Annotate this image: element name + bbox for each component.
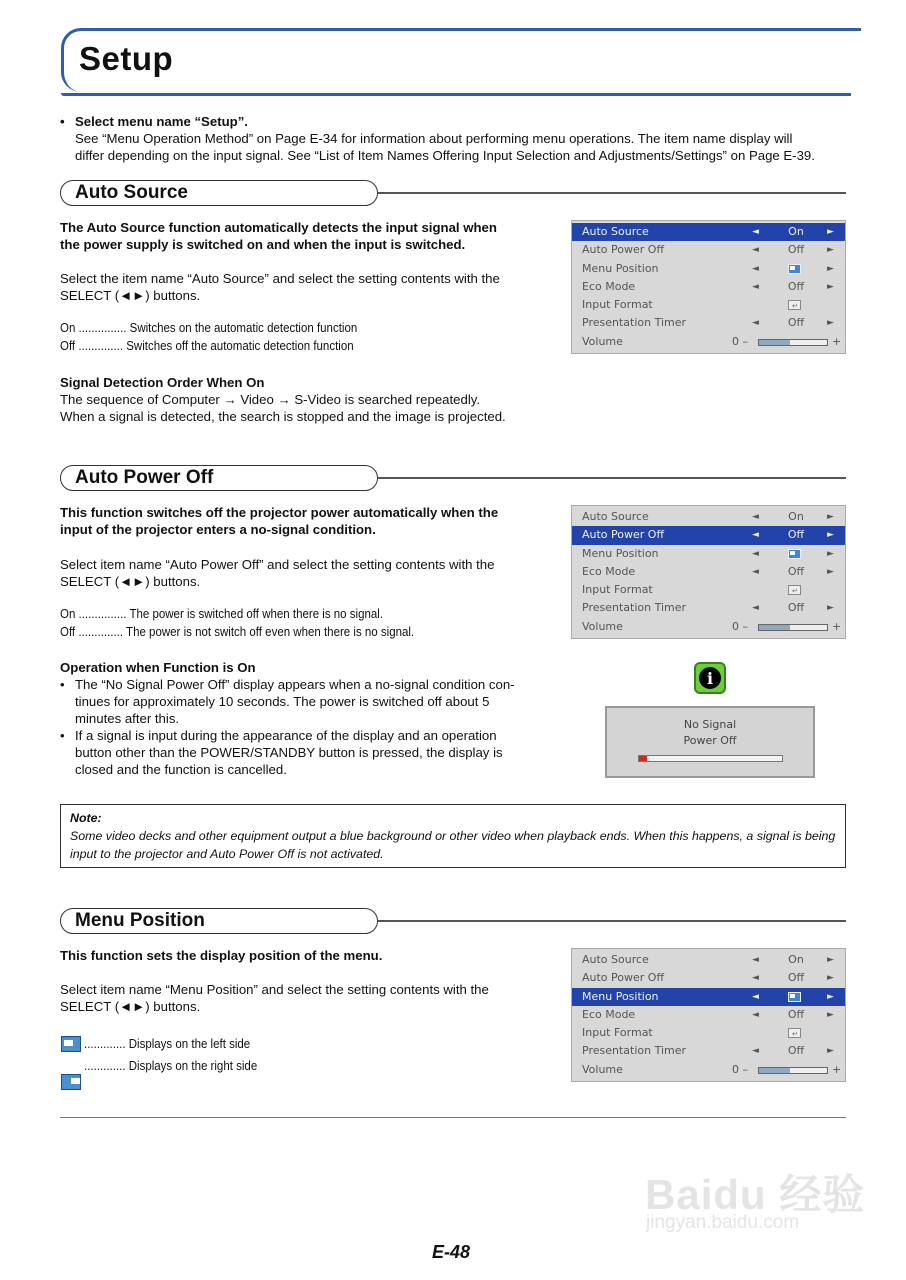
volume-slider[interactable] bbox=[758, 1067, 828, 1074]
menu-row-value: Off bbox=[787, 316, 805, 330]
menu-row-label: Auto Power Off bbox=[582, 528, 665, 542]
arrow-right-icon[interactable]: ► bbox=[827, 1009, 834, 1020]
volume-min-label: 0 – bbox=[732, 334, 748, 348]
menu-row-auto-source[interactable] bbox=[572, 223, 845, 241]
no-signal-text: No Signal bbox=[683, 718, 737, 731]
menu-row-label: Presentation Timer bbox=[582, 316, 687, 330]
menu-row-label: Volume bbox=[582, 619, 623, 633]
auto-source-option-on: On ............... Switches on the automatic detection function bbox=[60, 321, 358, 335]
menu-row-volume[interactable] bbox=[572, 333, 845, 351]
menu-row-menu-position[interactable] bbox=[572, 545, 845, 563]
enter-icon[interactable]: ↵ bbox=[788, 300, 801, 310]
arrow-left-icon[interactable]: ◄ bbox=[752, 263, 759, 274]
volume-min-label: 0 – bbox=[732, 1062, 748, 1076]
menu-row-label: Volume bbox=[582, 1062, 623, 1076]
arrow-left-icon[interactable]: ◄ bbox=[752, 245, 759, 256]
arrow-left-icon[interactable]: ◄ bbox=[752, 1009, 759, 1020]
intro-bullet: • bbox=[60, 114, 65, 129]
menu-position-option-right: ............. Displays on the right side bbox=[84, 1059, 258, 1073]
arrow-left-icon[interactable]: ◄ bbox=[752, 530, 759, 541]
auto-source-desc-2: the power supply is switched on and when the input is switched. bbox=[60, 237, 466, 252]
menu-row-label: Presentation Timer bbox=[582, 1044, 687, 1058]
menu-row-presentation-timer[interactable] bbox=[572, 599, 845, 617]
menu-row-label: Auto Source bbox=[582, 953, 649, 966]
menu-row-value: On bbox=[788, 510, 804, 523]
menu-row-label: Menu Position bbox=[582, 261, 659, 275]
menu-row-label: Auto Power Off bbox=[582, 971, 665, 985]
arrow-left-icon[interactable]: ◄ bbox=[752, 281, 759, 292]
menu-position-icon bbox=[788, 264, 801, 274]
menu-position-icon bbox=[788, 992, 801, 1002]
volume-slider[interactable] bbox=[758, 624, 828, 631]
signal-order-line-2: When a signal is detected, the search is stopped and the image is projected. bbox=[60, 409, 506, 424]
menu-row-value: Off bbox=[787, 279, 805, 293]
menu-row-label: Eco Mode bbox=[582, 1007, 636, 1021]
menu-row-label: Menu Position bbox=[582, 989, 659, 1003]
menu-row-label: Volume bbox=[582, 334, 623, 348]
menu-row-menu-position[interactable] bbox=[572, 260, 845, 278]
menu-right-position-icon bbox=[61, 1074, 81, 1090]
arrow-right-icon[interactable]: ► bbox=[827, 548, 834, 559]
note-title: Note: bbox=[70, 811, 102, 825]
volume-plus-label: + bbox=[832, 334, 842, 348]
arrow-left-icon[interactable]: ◄ bbox=[752, 512, 759, 522]
section-title-menu-position: Menu Position bbox=[60, 908, 378, 934]
auto-source-select-1: Select the item name “Auto Source” and select the setting contents with the bbox=[60, 271, 500, 286]
menu-row-eco-mode[interactable] bbox=[572, 563, 845, 581]
arrow-right-icon[interactable]: ► bbox=[827, 245, 834, 256]
menu-row-presentation-timer[interactable] bbox=[572, 314, 845, 332]
menu-row-presentation-timer[interactable] bbox=[572, 1042, 845, 1060]
auto-power-off-select-2: SELECT (◄►) buttons. bbox=[60, 574, 201, 589]
arrow-right-icon[interactable]: ► bbox=[827, 263, 834, 274]
menu-row-label: Eco Mode bbox=[582, 279, 636, 293]
operation-bullet-1-line-3: minutes after this. bbox=[75, 711, 180, 726]
menu-row-volume[interactable] bbox=[572, 618, 845, 636]
note-line-2: input to the projector and Auto Power Off is not activated. bbox=[70, 847, 384, 861]
operation-bullet-marker: • bbox=[60, 677, 65, 692]
menu-row-input-format[interactable] bbox=[572, 581, 845, 599]
menu-row-value: Off bbox=[787, 243, 805, 257]
arrow-right-icon[interactable]: ► bbox=[827, 566, 834, 577]
volume-slider-fill bbox=[759, 1068, 790, 1073]
section-title-auto-source: Auto Source bbox=[60, 180, 378, 206]
menu-position-select-1: Select item name “Menu Position” and select the setting contents with the bbox=[60, 982, 489, 997]
setup-menu-panel-3 bbox=[571, 948, 846, 1082]
no-signal-progress-fill bbox=[639, 756, 648, 761]
operation-bullet-2-line-3: closed and the function is cancelled. bbox=[75, 762, 287, 777]
info-icon bbox=[694, 662, 726, 694]
note-box bbox=[60, 804, 846, 868]
menu-row-label: Eco Mode bbox=[582, 564, 636, 578]
operation-bullet-2-line-2: button other than the POWER/STANDBY button is pressed, the display is bbox=[75, 745, 503, 760]
page-number: E-48 bbox=[432, 1242, 471, 1262]
section-rule bbox=[378, 192, 846, 194]
menu-row-auto-source[interactable] bbox=[572, 951, 845, 969]
menu-row-label: Input Format bbox=[582, 583, 653, 597]
auto-power-off-desc-1: This function switches off the projector power automatically when the bbox=[60, 505, 499, 520]
arrow-right-icon[interactable]: ► bbox=[827, 973, 834, 984]
auto-source-desc-1: The Auto Source function automatically detects the input signal when bbox=[60, 220, 497, 235]
intro-line-2: differ depending on the input signal. See “List of Item Names Offering Input Selection and Adjustments/Settings” on Page E-39. bbox=[75, 148, 815, 163]
menu-position-select-2: SELECT (◄►) buttons. bbox=[60, 999, 201, 1014]
arrow-right-icon[interactable]: ► bbox=[827, 281, 834, 292]
menu-row-value: Off bbox=[787, 528, 805, 542]
note-line-1: Some video decks and other equipment output a blue background or other video when playback ends. When this happens, a signal is being bbox=[70, 829, 836, 843]
auto-power-off-option-on: On ............... The power is switched off when there is no signal. bbox=[60, 607, 384, 621]
operation-title: Operation when Function is On bbox=[60, 660, 256, 675]
volume-slider-fill bbox=[759, 625, 790, 630]
menu-row-label: Auto Source bbox=[582, 510, 649, 523]
menu-row-input-format[interactable] bbox=[572, 1024, 845, 1042]
menu-row-value: Off bbox=[787, 601, 805, 615]
signal-order-line-1: The sequence of Computer → Video → S-Video is searched repeatedly. bbox=[60, 392, 481, 407]
volume-slider[interactable] bbox=[758, 339, 828, 346]
menu-row-label: Auto Source bbox=[582, 225, 649, 238]
menu-row-value: On bbox=[788, 225, 804, 238]
header-frame bbox=[61, 28, 861, 92]
arrow-right-icon[interactable]: ► bbox=[827, 991, 834, 1002]
menu-row-auto-power-off[interactable] bbox=[572, 969, 845, 987]
arrow-left-icon[interactable]: ◄ bbox=[752, 227, 759, 237]
menu-row-eco-mode[interactable] bbox=[572, 278, 845, 296]
arrow-left-icon[interactable]: ◄ bbox=[752, 973, 759, 984]
menu-position-desc: This function sets the display position of the menu. bbox=[60, 948, 383, 963]
info-icon-graphic bbox=[696, 664, 724, 692]
enter-icon[interactable]: ↵ bbox=[788, 1028, 801, 1038]
menu-row-volume[interactable] bbox=[572, 1061, 845, 1079]
arrow-left-icon[interactable]: ◄ bbox=[752, 548, 759, 559]
arrow-right-icon[interactable]: ► bbox=[827, 530, 834, 541]
watermark-url: jingyan.baidu.com bbox=[646, 1212, 800, 1233]
arrow-right-icon[interactable]: ► bbox=[827, 512, 834, 522]
no-signal-dialog bbox=[605, 706, 815, 778]
menu-row-value: Off bbox=[787, 971, 805, 985]
menu-left-position-icon bbox=[61, 1036, 81, 1052]
signal-order-title: Signal Detection Order When On bbox=[60, 375, 265, 390]
operation-bullet-1-line-2: tinues for approximately 10 seconds. The power is switched off about 5 bbox=[75, 694, 490, 709]
no-signal-progress bbox=[638, 755, 783, 762]
volume-slider-fill bbox=[759, 340, 790, 345]
intro-heading: Select menu name “Setup”. bbox=[75, 114, 248, 129]
menu-row-input-format[interactable] bbox=[572, 296, 845, 314]
auto-power-off-option-off: Off .............. The power is not switch off even when there is no signal. bbox=[60, 625, 415, 639]
menu-row-eco-mode[interactable] bbox=[572, 1006, 845, 1024]
menu-row-label: Menu Position bbox=[582, 546, 659, 560]
bottom-rule bbox=[60, 1117, 846, 1118]
menu-row-label: Input Format bbox=[582, 1026, 653, 1040]
arrow-right-icon[interactable]: ► bbox=[827, 1046, 834, 1057]
operation-bullet-1-line-1: The “No Signal Power Off” display appears when a no-signal condition con- bbox=[75, 677, 515, 692]
power-off-text: Power Off bbox=[683, 734, 737, 747]
section-title-auto-power-off: Auto Power Off bbox=[60, 465, 378, 491]
menu-row-label: Presentation Timer bbox=[582, 601, 687, 615]
menu-row-label: Auto Power Off bbox=[582, 243, 665, 257]
operation-bullet-2-line-1: If a signal is input during the appearance of the display and an operation bbox=[75, 728, 497, 743]
volume-plus-label: + bbox=[832, 1062, 842, 1076]
watermark-logo: Baidu 经验 bbox=[645, 1171, 866, 1218]
arrow-right-icon[interactable]: ► bbox=[827, 227, 834, 237]
auto-source-option-off: Off .............. Switches off the automatic detection function bbox=[60, 339, 354, 353]
intro-line-1: See “Menu Operation Method” on Page E-34 for information about performing menu operations. The item name display will bbox=[75, 131, 793, 146]
arrow-left-icon[interactable]: ◄ bbox=[752, 991, 759, 1002]
setup-menu-panel-1 bbox=[571, 220, 846, 354]
menu-row-auto-power-off[interactable] bbox=[572, 526, 845, 544]
menu-row-value: Off bbox=[787, 564, 805, 578]
menu-row-value: Off bbox=[787, 1007, 805, 1021]
menu-row-value: Off bbox=[787, 1044, 805, 1058]
menu-row-value: On bbox=[788, 953, 804, 966]
arrow-right-icon[interactable]: ► bbox=[827, 955, 834, 965]
arrow-left-icon[interactable]: ◄ bbox=[752, 955, 759, 965]
menu-position-icon bbox=[788, 549, 801, 559]
volume-min-label: 0 – bbox=[732, 619, 748, 633]
operation-bullet-marker: • bbox=[60, 728, 65, 743]
arrow-left-icon[interactable]: ◄ bbox=[752, 318, 759, 329]
menu-row-auto-power-off[interactable] bbox=[572, 241, 845, 259]
arrow-left-icon[interactable]: ◄ bbox=[752, 1046, 759, 1057]
page-title: Setup bbox=[79, 40, 174, 77]
auto-power-off-select-1: Select item name “Auto Power Off” and select the setting contents with the bbox=[60, 557, 495, 572]
menu-row-menu-position[interactable] bbox=[572, 988, 845, 1006]
auto-power-off-desc-2: input of the projector enters a no-signal condition. bbox=[60, 522, 376, 537]
arrow-right-icon[interactable]: ► bbox=[827, 603, 834, 614]
info-icon-glyph: i bbox=[706, 669, 714, 688]
menu-row-label: Input Format bbox=[582, 298, 653, 312]
setup-menu-panel-2 bbox=[571, 505, 846, 639]
section-rule bbox=[378, 477, 846, 479]
volume-plus-label: + bbox=[832, 619, 842, 633]
menu-row-auto-source[interactable] bbox=[572, 508, 845, 526]
arrow-right-icon[interactable]: ► bbox=[827, 318, 834, 329]
section-rule bbox=[378, 920, 846, 922]
arrow-left-icon[interactable]: ◄ bbox=[752, 603, 759, 614]
arrow-left-icon[interactable]: ◄ bbox=[752, 566, 759, 577]
auto-source-select-2: SELECT (◄►) buttons. bbox=[60, 288, 201, 303]
enter-icon[interactable]: ↵ bbox=[788, 585, 801, 595]
menu-position-option-left: ............. Displays on the left side bbox=[84, 1037, 251, 1051]
